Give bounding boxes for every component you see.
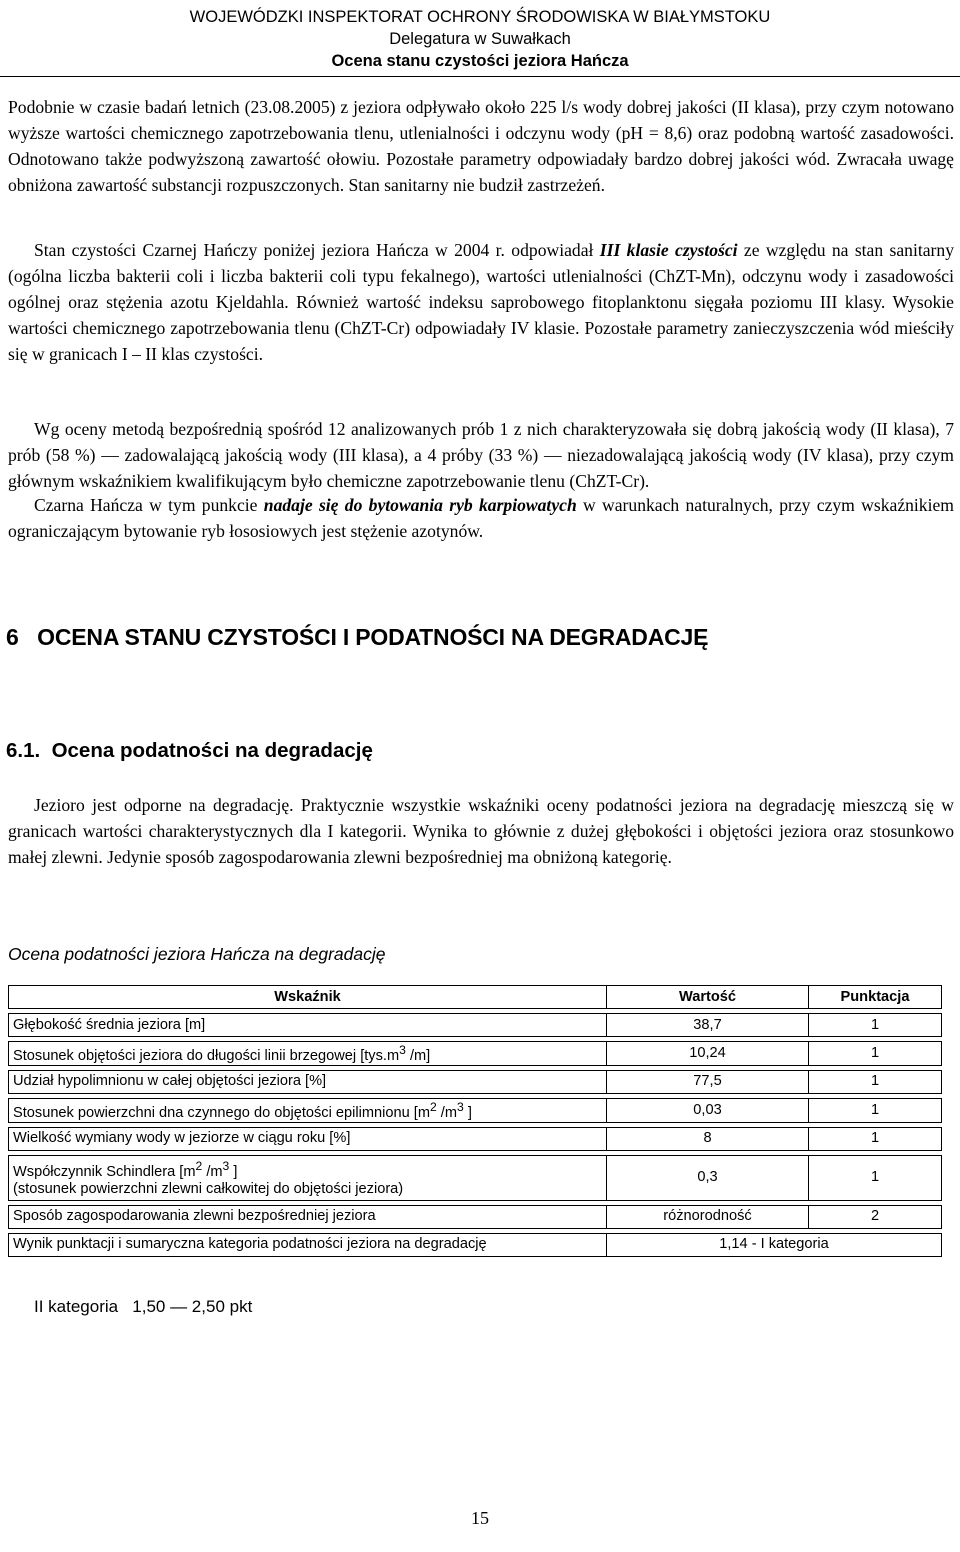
row-value: 8 bbox=[607, 1127, 809, 1151]
page-number: 15 bbox=[471, 1508, 489, 1528]
table-row bbox=[8, 1013, 942, 1037]
paragraph-czarna-hancza-state bbox=[8, 237, 954, 367]
table-row bbox=[8, 1127, 942, 1151]
table-row bbox=[8, 1098, 942, 1123]
category-footnote: II kategoria 1,50 — 2,50 pkt bbox=[34, 1297, 253, 1316]
row-indicator: Sposób zagospodarowania zlewni bezpośredniej jeziora bbox=[8, 1205, 607, 1229]
row-indicator: Wielkość wymiany wody w jeziorze w ciągu roku [%] bbox=[8, 1127, 607, 1151]
row-indicator bbox=[8, 1041, 607, 1066]
row-points: 1 bbox=[809, 1013, 942, 1037]
summary-value: 1,14 - I kategoria bbox=[607, 1233, 942, 1257]
header-value: Wartość bbox=[607, 985, 809, 1009]
p4-text-a: Czarna Hańcza w tym punkcie bbox=[34, 495, 264, 515]
indicator-text: Stosunek powierzchni dna czynnego do objętości epilimnionu [m bbox=[13, 1104, 430, 1121]
subsection-heading: 6.1. Ocena podatności na degradację bbox=[6, 739, 373, 762]
indicator-text: ] bbox=[463, 1104, 472, 1121]
row-value: 38,7 bbox=[607, 1013, 809, 1037]
indicator-superscript: 3 bbox=[399, 1043, 406, 1057]
document-header bbox=[0, 6, 960, 72]
paragraph-direct-method: Wg oceny metodą bezpośrednią spośród 12 analizowanych prób 1 z nich charakteryzowała się dobrą jakością wody (II klasa), 7 prób (58 %) — zadowalającą jakością wody (III klasa), a 4 próby (33 %) — niezadowalającą jakością wody (IV klasa), przy czym głównym wskaźnikiem kwalifikującym było chemiczne zapotrzebowanie tlenu (ChZT-Cr). bbox=[8, 419, 954, 491]
p4-emphasis: nadaje się do bytowania ryb karpiowatych bbox=[263, 495, 577, 515]
paragraph-fish-suitability bbox=[8, 492, 954, 544]
table-summary-row bbox=[8, 1233, 942, 1257]
indicator-text: ] bbox=[229, 1163, 238, 1180]
table-row bbox=[8, 1070, 942, 1094]
header-delegation: Delegatura w Suwałkach bbox=[389, 30, 571, 48]
p2-text-b: ze względu na stan sanitarny (ogólna liczba bakterii coli i liczba bakterii coli typu fekalnego), wartości utlenialności (ChZT-Mn), odczynu wody i zasadowości ogólnej oraz stężenia azotu Kjeldahla. Również wartość indeksu saprobowego fitoplanktonu sięgała poziomu III klasy. Wysokie wartości chemicznego zapotrzebowania tlenu (ChZT-Cr) odpowiadały IV klasie. Pozostałe parametry zanieczyszczenia wód mieściły się w granicach I – II klas czystości. bbox=[8, 240, 955, 364]
header-points: Punktacja bbox=[809, 985, 942, 1009]
row-points: 2 bbox=[809, 1205, 942, 1229]
degradation-table bbox=[8, 981, 942, 1261]
table-row bbox=[8, 1155, 942, 1201]
row-points: 1 bbox=[809, 1127, 942, 1151]
row-points: 1 bbox=[809, 1041, 942, 1066]
row-points: 1 bbox=[809, 1070, 942, 1094]
indicator-text: /m bbox=[202, 1163, 223, 1180]
p4-text-b: w warunkach naturalnych, przy czym wskaźnikiem ograniczającym bytowanie ryb łososiowych jest stężenie azotynów. bbox=[8, 495, 954, 541]
row-value: 0,03 bbox=[607, 1098, 809, 1123]
row-indicator: Udział hypolimnionu w całej objętości jeziora [%] bbox=[8, 1070, 607, 1094]
row-points: 1 bbox=[809, 1098, 942, 1123]
table-header-row bbox=[8, 985, 942, 1009]
row-indicator bbox=[8, 1098, 607, 1123]
table-caption: Ocena podatności jeziora Hańcza na degradację bbox=[8, 944, 386, 964]
indicator-superscript: 2 bbox=[195, 1158, 203, 1173]
indicator-text: /m bbox=[436, 1104, 458, 1121]
header-report-title: Ocena stanu czystości jeziora Hańcza bbox=[331, 52, 629, 70]
row-value: różnorodność bbox=[607, 1205, 809, 1229]
row-indicator bbox=[8, 1155, 607, 1201]
row-value: 0,3 bbox=[607, 1155, 809, 1201]
indicator-text: /m] bbox=[405, 1047, 431, 1064]
indicator-superscript: 3 bbox=[222, 1158, 230, 1173]
table-row bbox=[8, 1205, 942, 1229]
indicator-superscript: 2 bbox=[429, 1099, 437, 1114]
indicator-superscript: 3 bbox=[457, 1099, 464, 1114]
p2-text-a: Stan czystości Czarnej Hańczy poniżej jeziora Hańcza w 2004 r. odpowiadał bbox=[34, 240, 600, 260]
indicator-text: Stosunek objętości jeziora do długości linii brzegowej [tys.m bbox=[13, 1047, 400, 1064]
header-divider bbox=[0, 76, 960, 77]
paragraph-resistance: Jezioro jest odporne na degradację. Praktycznie wszystkie wskaźniki oceny podatności jeziora na degradację mieszczą się w granicach wartości charakterystycznych dla I kategorii. Wynika to głównie z dużej głębokości i objętości jeziora oraz stosunkowo małej zlewni. Jedynie sposób zagospodarowania zlewni bezpośredniej ma obniżoną kategorię. bbox=[8, 795, 954, 867]
summary-label: Wynik punktacji i sumaryczna kategoria podatności jeziora na degradację bbox=[8, 1233, 607, 1257]
p2-emphasis: III klasie czystości bbox=[599, 240, 738, 260]
section-heading: 6 OCENA STANU CZYSTOŚCI I PODATNOŚCI NA DEGRADACJĘ bbox=[6, 624, 709, 650]
row-value: 77,5 bbox=[607, 1070, 809, 1094]
row-points: 1 bbox=[809, 1155, 942, 1201]
header-institution: WOJEWÓDZKI INSPEKTORAT OCHRONY ŚRODOWISKA W BIAŁYMSTOKU bbox=[189, 8, 771, 26]
indicator-text: (stosunek powierzchni zlewni całkowitej do objętości jeziora) bbox=[13, 1180, 404, 1197]
header-indicator: Wskaźnik bbox=[8, 985, 607, 1009]
paragraph-summer-study: Podobnie w czasie badań letnich (23.08.2005) z jeziora odpływało około 225 l/s wody dobrej jakości (II klasa), przy czym notowano wyższe wartości chemicznego zapotrzebowania tlenu, utlenialności i odczynu wody (pH = 8,6) oraz podobną wartość zasadowości. Odnotowano także podwyższoną zawartość ołowiu. Pozostałe parametry odpowiadały bardzo dobrej jakości wód. Zwracała uwagę obniżona zawartość substancji rozpuszczonych. Stan sanitarny nie budził zastrzeżeń. bbox=[8, 97, 954, 195]
row-value: 10,24 bbox=[607, 1041, 809, 1066]
row-indicator: Głębokość średnia jeziora [m] bbox=[8, 1013, 607, 1037]
indicator-text: Współczynnik Schindlera [m bbox=[13, 1163, 196, 1180]
table-row bbox=[8, 1041, 942, 1066]
